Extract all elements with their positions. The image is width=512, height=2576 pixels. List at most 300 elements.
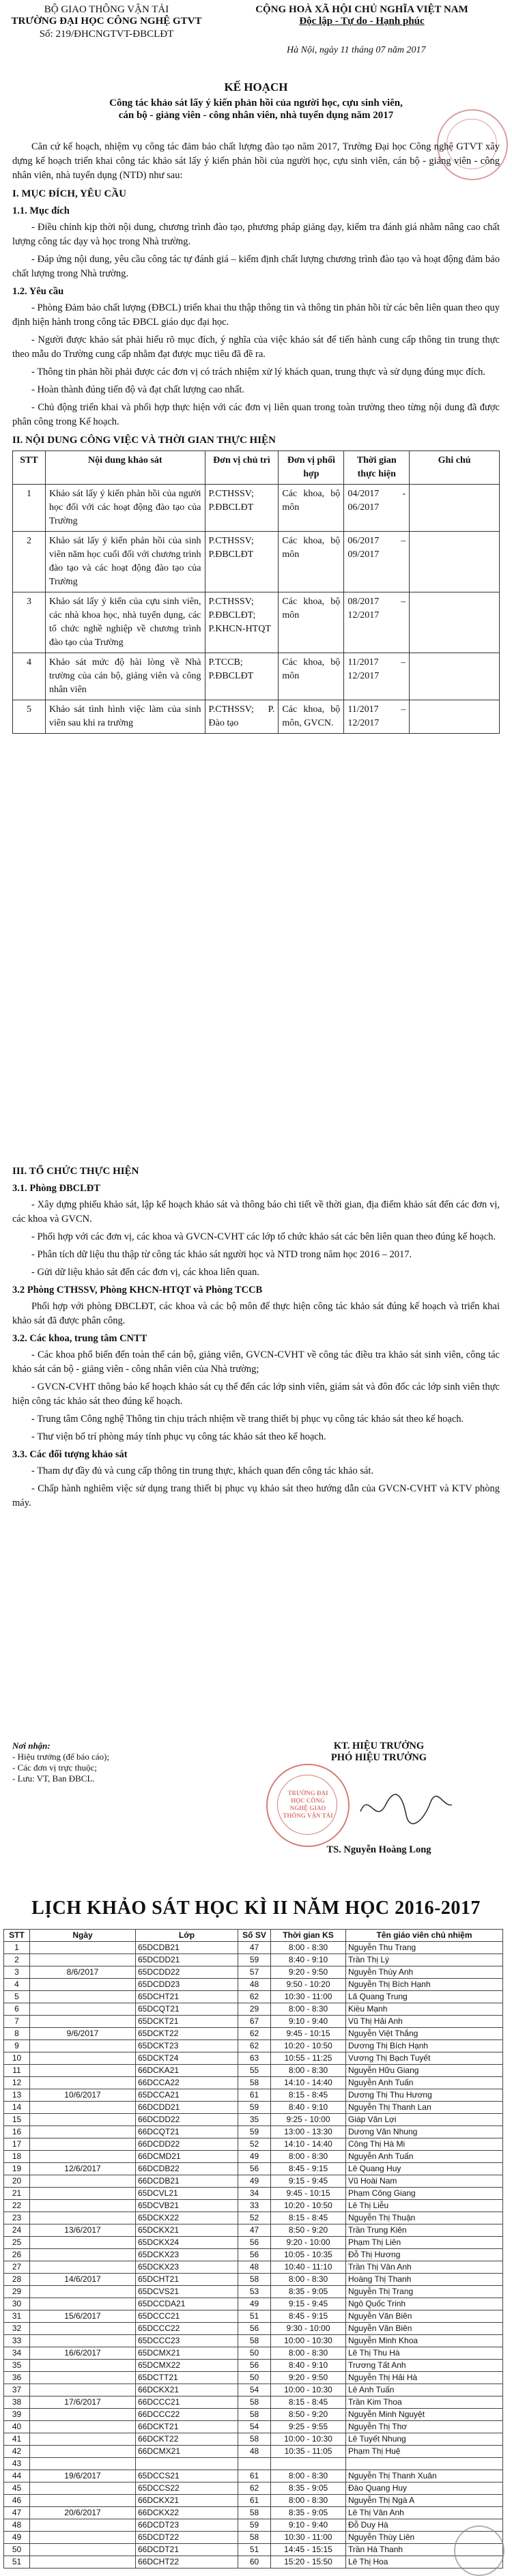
- schedule-row: [4, 2237, 503, 2249]
- s31-item-3: - Phân tích dữ liệu thu thập từ công tác khảo sát người học và NTD trong năm học 2016 – 2017.: [31, 1249, 412, 1260]
- schedule-cell-students: 58: [238, 2077, 271, 2089]
- col-coop-unit: Đơn vị phối hợp: [279, 451, 344, 485]
- schedule-row: [4, 2384, 503, 2396]
- schedule-cell-date: [30, 2556, 136, 2568]
- schedule-cell-stt: 6: [4, 2003, 30, 2016]
- schedule-cell-stt: 45: [4, 2482, 30, 2495]
- ministry-name: BỘ GIAO THÔNG VẬN TẢI: [44, 4, 169, 15]
- schedule-cell-time: 8:00 - 8:30: [271, 2274, 346, 2286]
- schedule-cell-class: 66DCDD22: [136, 2114, 238, 2126]
- schedule-cell-students: 59: [238, 2102, 271, 2114]
- plan-cell-lead: P.TCCB; P.ĐBCLĐT: [205, 653, 279, 700]
- schedule-row: [4, 2040, 503, 2052]
- schedule-cell-students: 54: [238, 2384, 271, 2396]
- requirement-item-1: - Phòng Đảm bảo chất lượng (ĐBCL) triển khai thu thập thông tin và thông tin phản hồi từ các bên liên quan theo quy định hiện hành trong công tác ĐBCL giáo dục đại học.: [12, 302, 500, 328]
- schedule-cell-date: 10/6/2017: [30, 2089, 136, 2102]
- sched-col-date: Ngày: [30, 1930, 136, 1942]
- schedule-cell-time: 10:55 - 11:25: [271, 2052, 346, 2065]
- schedule-cell-date: 15/6/2017: [30, 2310, 136, 2323]
- schedule-cell-date: [30, 2077, 136, 2089]
- schedule-cell-date: [30, 2495, 136, 2507]
- schedule-cell-time: 9:15 - 9:45: [271, 2175, 346, 2188]
- schedule-row: [4, 2421, 503, 2433]
- schedule-row: [4, 1942, 503, 1954]
- schedule-cell-date: [30, 2249, 136, 2261]
- date-line: Hà Nội, ngày 11 tháng 07 năm 2017: [287, 45, 426, 55]
- schedule-cell-time: 8:40 - 9:10: [271, 1954, 346, 1966]
- schedule-cell-teacher: Hoàng Thị Thanh: [346, 2274, 503, 2286]
- schedule-row: [4, 1966, 503, 1979]
- schedule-cell-teacher: Đỗ Thị Hương: [346, 2249, 503, 2261]
- schedule-cell-stt: 34: [4, 2347, 30, 2360]
- schedule-cell-time: 9:20 - 10:00: [271, 2237, 346, 2249]
- schedule-cell-stt: 43: [4, 2458, 30, 2470]
- schedule-cell-teacher: Nguyễn Văn Biên: [346, 2323, 503, 2335]
- schedule-cell-students: 49: [238, 2151, 271, 2163]
- schedule-cell-stt: 17: [4, 2138, 30, 2151]
- schedule-cell-class: 65DCHT21: [136, 2274, 238, 2286]
- schedule-cell-stt: 10: [4, 2052, 30, 2065]
- schedule-cell-date: 19/6/2017: [30, 2470, 136, 2482]
- schedule-cell-students: 53: [238, 2286, 271, 2298]
- schedule-cell-date: [30, 2151, 136, 2163]
- schedule-cell-time: 8:50 - 9:20: [271, 2224, 346, 2237]
- schedule-row: [4, 2114, 503, 2126]
- section-1-1-heading: 1.1. Mục đích: [12, 205, 70, 216]
- schedule-cell-teacher: Nguyễn Việt Thắng: [346, 2028, 503, 2040]
- schedule-cell-stt: 48: [4, 2519, 30, 2532]
- schedule-cell-teacher: [346, 2458, 503, 2470]
- schedule-cell-date: [30, 2065, 136, 2077]
- schedule-cell-time: 9:45 - 10:15: [271, 2188, 346, 2200]
- schedule-cell-teacher: Nguyễn Thị Hải Hà: [346, 2372, 503, 2384]
- schedule-cell-class: 66DCQT21: [136, 2126, 238, 2138]
- schedule-cell-time: 9:50 - 10:20: [271, 1979, 346, 1991]
- schedule-cell-stt: 25: [4, 2237, 30, 2249]
- signature-block: [253, 1741, 505, 1856]
- schedule-cell-students: 49: [238, 2298, 271, 2310]
- issuer-block: [4, 4, 209, 40]
- schedule-cell-students: 57: [238, 1966, 271, 1979]
- plan-table-row: [13, 485, 500, 532]
- col-lead-unit: Đơn vị chủ trì: [205, 451, 279, 485]
- schedule-row: [4, 2544, 503, 2556]
- schedule-cell-date: [30, 2040, 136, 2052]
- schedule-cell-time: 8:40 - 9:10: [271, 2360, 346, 2372]
- col-note: Ghi chú: [410, 451, 500, 485]
- schedule-cell-class: 66DCKX21: [136, 2495, 238, 2507]
- schedule-cell-class: 65DCKX23: [136, 2261, 238, 2274]
- schedule-cell-stt: 40: [4, 2421, 30, 2433]
- schedule-row: [4, 2126, 503, 2138]
- schedule-cell-stt: 41: [4, 2433, 30, 2446]
- schedule-cell-date: [30, 2286, 136, 2298]
- schedule-cell-class: 66DCDB21: [136, 2175, 238, 2188]
- schedule-cell-time: 8:35 - 9:05: [271, 2482, 346, 2495]
- schedule-cell-stt: 38: [4, 2396, 30, 2409]
- schedule-cell-date: 17/6/2017: [30, 2396, 136, 2409]
- schedule-row: [4, 2274, 503, 2286]
- schedule-table-header: [4, 1930, 503, 1942]
- schedule-cell-students: 59: [238, 2126, 271, 2138]
- schedule-cell-date: 20/6/2017: [30, 2507, 136, 2519]
- schedule-cell-date: [30, 2384, 136, 2396]
- schedule-cell-date: [30, 1991, 136, 2003]
- schedule-cell-students: 56: [238, 2323, 271, 2335]
- schedule-cell-teacher: Ngô Quốc Trinh: [346, 2298, 503, 2310]
- schedule-cell-class: 65DCCS22: [136, 2482, 238, 2495]
- schedule-cell-class: 65DCCC22: [136, 2323, 238, 2335]
- schedule-cell-date: [30, 2261, 136, 2274]
- schedule-cell-time: [271, 2458, 346, 2470]
- s33-item-3: - Trung tâm Công nghệ Thông tin chịu trách nhiệm về trang thiết bị phục vụ công tác khảo sát theo kế hoạch.: [31, 1414, 464, 1425]
- plan-cell-lead: P.CTHSSV; P.ĐBCLĐT: [205, 532, 279, 592]
- plan-cell-note: [410, 532, 500, 592]
- section-1-2-heading: 1.2. Yêu cầu: [12, 286, 64, 297]
- schedule-cell-students: 50: [238, 2347, 271, 2360]
- schedule-cell-date: [30, 2433, 136, 2446]
- sched-col-students: Số SV: [238, 1930, 271, 1942]
- section-3-2b-heading: 3.2. Các khoa, trung tâm CNTT: [12, 1333, 147, 1344]
- schedule-cell-students: 48: [238, 2261, 271, 2274]
- schedule-cell-date: [30, 1979, 136, 1991]
- schedule-cell-time: 14:10 - 14:40: [271, 2077, 346, 2089]
- schedule-cell-date: [30, 1942, 136, 1954]
- schedule-cell-students: 58: [238, 2409, 271, 2421]
- schedule-row: [4, 1979, 503, 1991]
- schedule-cell-stt: 32: [4, 2323, 30, 2335]
- schedule-cell-class: 65DCCA21: [136, 2089, 238, 2102]
- schedule-cell-class: 65DCKX23: [136, 2249, 238, 2261]
- plan-cell-content: Khảo sát lấy ý kiến phản hồi của người học đối với các hoạt động đào tạo của Trường: [45, 485, 205, 532]
- plan-cell-note: [410, 700, 500, 734]
- schedule-cell-class: 65DCKT22: [136, 2028, 238, 2040]
- schedule-row: [4, 2396, 503, 2409]
- schedule-cell-students: 47: [238, 2224, 271, 2237]
- schedule-cell-date: [30, 2544, 136, 2556]
- schedule-cell-stt: 18: [4, 2151, 30, 2163]
- schedule-cell-stt: 21: [4, 2188, 30, 2200]
- schedule-cell-teacher: Giáp Văn Lợi: [346, 2114, 503, 2126]
- schedule-cell-time: 8:45 - 9:15: [271, 2163, 346, 2175]
- s34-item-1: - Tham dự đầy đủ và cung cấp thông tin trung thực, khách quan đến công tác khảo sát.: [31, 1465, 374, 1476]
- plan-cell-content: Khảo sát lấy ý kiến của cựu sinh viên, các nhà khoa học, nhà tuyển dụng, các tổ chức nghề nghiệp về chương trình đào tạo của Trường: [45, 592, 205, 653]
- schedule-cell-teacher: Nguyễn Thùy Liên: [346, 2532, 503, 2544]
- plan-title: [27, 81, 485, 121]
- schedule-cell-time: 8:40 - 9:10: [271, 2102, 346, 2114]
- schedule-cell-teacher: Nguyễn Minh Khoa: [346, 2335, 503, 2347]
- schedule-cell-teacher: Trần Thị Vân Anh: [346, 2261, 503, 2274]
- schedule-row: [4, 2151, 503, 2163]
- schedule-cell-stt: 23: [4, 2212, 30, 2224]
- plan-cell-note: [410, 485, 500, 532]
- schedule-cell-class: 66DCMX21: [136, 2446, 238, 2458]
- schedule-cell-time: 10:40 - 11:10: [271, 2261, 346, 2274]
- schedule-cell-date: 16/6/2017: [30, 2347, 136, 2360]
- schedule-cell-students: 62: [238, 1991, 271, 2003]
- schedule-cell-class: 66DCKA21: [136, 2065, 238, 2077]
- body-section-1: [12, 140, 500, 734]
- schedule-cell-teacher: Nguyễn Anh Tuấn: [346, 2151, 503, 2163]
- schedule-row: [4, 2212, 503, 2224]
- schedule-cell-class: 65DCMX21: [136, 2347, 238, 2360]
- plan-cell-stt: 2: [13, 532, 46, 592]
- schedule-cell-teacher: Trần Kim Thoa: [346, 2396, 503, 2409]
- schedule-cell-students: 59: [238, 1954, 271, 1966]
- signer-name: TS. Nguyễn Hoàng Long: [326, 1844, 431, 1855]
- schedule-cell-time: 9:25 - 10:00: [271, 2114, 346, 2126]
- schedule-row: [4, 2310, 503, 2323]
- schedule-cell-stt: 1: [4, 1942, 30, 1954]
- schedule-cell-students: 52: [238, 2138, 271, 2151]
- schedule-cell-stt: 24: [4, 2224, 30, 2237]
- schedule-row: [4, 2077, 503, 2089]
- schedule-cell-students: 55: [238, 2065, 271, 2077]
- schedule-row: [4, 2188, 503, 2200]
- schedule-cell-teacher: Nguyễn Hữu Giang: [346, 2065, 503, 2077]
- plan-cell-coop: Các khoa, bộ môn: [279, 532, 344, 592]
- schedule-cell-date: [30, 2482, 136, 2495]
- schedule-cell-date: [30, 2138, 136, 2151]
- sched-col-teacher: Tên giáo viên chủ nhiệm: [346, 1930, 503, 1942]
- schedule-row: [4, 2556, 503, 2568]
- schedule-table-wrap: [3, 1929, 503, 2568]
- schedule-cell-time: 8:35 - 9:05: [271, 2286, 346, 2298]
- plan-cell-stt: 1: [13, 485, 46, 532]
- purpose-item-1: - Điều chỉnh kịp thời nội dung, chương trình đào tạo, phương pháp giảng dạy, kiểm tra đánh giá nhằm nâng cao chất lượng công tác dạy và học trong Nhà trường.: [12, 222, 500, 247]
- schedule-cell-date: 13/6/2017: [30, 2224, 136, 2237]
- schedule-row: [4, 2335, 503, 2347]
- recipient-item: - Lưu: VT, Ban ĐBCL.: [12, 1773, 95, 1784]
- schedule-cell-time: 8:00 - 8:30: [271, 2151, 346, 2163]
- page-stamp: [454, 2525, 504, 2576]
- schedule-cell-time: 9:20 - 9:50: [271, 1966, 346, 1979]
- schedule-cell-date: [30, 2175, 136, 2188]
- plan-cell-lead: P.CTHSSV; P.ĐBCLĐT: [205, 485, 279, 532]
- schedule-cell-teacher: Lê Thị Thu Hà: [346, 2347, 503, 2360]
- plan-table-row: [13, 700, 500, 734]
- schedule-cell-date: [30, 2212, 136, 2224]
- schedule-cell-stt: 35: [4, 2360, 30, 2372]
- schedule-cell-time: 8:45 - 9:15: [271, 2310, 346, 2323]
- plan-cell-lead: P.CTHSSV; P. Đào tạo: [205, 700, 279, 734]
- schedule-cell-students: 33: [238, 2200, 271, 2212]
- schedule-cell-class: 65DCMX22: [136, 2360, 238, 2372]
- schedule-row: [4, 2016, 503, 2028]
- schedule-cell-time: 9:30 - 10:00: [271, 2323, 346, 2335]
- schedule-cell-time: 10:00 - 10:30: [271, 2335, 346, 2347]
- schedule-cell-stt: 26: [4, 2249, 30, 2261]
- recipients-block: [12, 1741, 109, 1784]
- sched-col-stt: STT: [4, 1930, 30, 1942]
- schedule-cell-teacher: Vũ Thị Hải Anh: [346, 2016, 503, 2028]
- schedule-cell-class: 66DCCA22: [136, 2077, 238, 2089]
- schedule-cell-teacher: Phạm Công Giang: [346, 2188, 503, 2200]
- schedule-row: [4, 2495, 503, 2507]
- schedule-cell-stt: 20: [4, 2175, 30, 2188]
- schedule-cell-students: 62: [238, 2028, 271, 2040]
- schedule-table: [3, 1929, 503, 2568]
- schedule-cell-time: 10:05 - 10:35: [271, 2249, 346, 2261]
- schedule-cell-students: 61: [238, 2470, 271, 2482]
- schedule-cell-time: 10:35 - 11:05: [271, 2446, 346, 2458]
- schedule-cell-class: 65DCKX21: [136, 2224, 238, 2237]
- seal-text: TRƯỜNG ĐẠI HỌC CÔNG NGHỆ GIAO THÔNG VẬN TẢI: [283, 1790, 333, 1819]
- schedule-cell-teacher: Lã Quang Trung: [346, 1991, 503, 2003]
- schedule-cell-date: [30, 2519, 136, 2532]
- plan-cell-coop: Các khoa, bộ môn: [279, 653, 344, 700]
- section-3-1-heading: 3.1. Phòng ĐBCLĐT: [12, 1183, 100, 1194]
- schedule-cell-date: [30, 2532, 136, 2544]
- schedule-cell-date: 9/6/2017: [30, 2028, 136, 2040]
- schedule-cell-teacher: Nguyễn Thị Thanh Xuân: [346, 2470, 503, 2482]
- recipient-item: - Các đơn vị trực thuộc;: [12, 1762, 98, 1773]
- schedule-cell-teacher: Phạm Thị Huệ: [346, 2446, 503, 2458]
- schedule-cell-time: 13:00 - 13:30: [271, 2126, 346, 2138]
- schedule-cell-time: 14:45 - 15:15: [271, 2544, 346, 2556]
- schedule-row: [4, 2482, 503, 2495]
- schedule-cell-class: 66DCDD22: [136, 2138, 238, 2151]
- schedule-cell-teacher: Nguyễn Văn Biên: [346, 2310, 503, 2323]
- schedule-cell-teacher: Kiều Mạnh: [346, 2003, 503, 2016]
- schedule-row: [4, 2298, 503, 2310]
- schedule-cell-stt: 9: [4, 2040, 30, 2052]
- schedule-cell-students: 58: [238, 2433, 271, 2446]
- schedule-cell-teacher: Vũ Hoài Nam: [346, 2175, 503, 2188]
- schedule-cell-class: 66DCKT21: [136, 2421, 238, 2433]
- schedule-cell-stt: 51: [4, 2556, 30, 2568]
- schedule-cell-students: 35: [238, 2114, 271, 2126]
- schedule-row: [4, 2200, 503, 2212]
- schedule-cell-time: 8:00 - 8:30: [271, 2470, 346, 2482]
- schedule-cell-date: [30, 2372, 136, 2384]
- schedule-cell-students: 62: [238, 2040, 271, 2052]
- plan-cell-content: Khảo sát lấy ý kiến phản hồi của sinh viên năm học cuối đối với chương trình đào tạo và các hoạt động đào tạo của Trường: [45, 532, 205, 592]
- schedule-cell-stt: 47: [4, 2507, 30, 2519]
- title-line-2: cán bộ - giảng viên - công nhân viên, nhà tuyển dụng năm 2017: [118, 110, 394, 121]
- schedule-cell-time: 8:00 - 8:30: [271, 1942, 346, 1954]
- section-2-heading: II. NỘI DUNG CÔNG VIỆC VÀ THỜI GIAN THỰC HIỆN: [12, 435, 276, 446]
- schedule-cell-teacher: Dương Thị Bích Hạnh: [346, 2040, 503, 2052]
- schedule-cell-students: 58: [238, 2396, 271, 2409]
- schedule-row: [4, 2323, 503, 2335]
- schedule-cell-students: 29: [238, 2003, 271, 2016]
- schedule-cell-class: 65DCKX22: [136, 2212, 238, 2224]
- signature-space: [253, 1764, 505, 1844]
- schedule-cell-stt: 13: [4, 2089, 30, 2102]
- schedule-cell-stt: 19: [4, 2163, 30, 2175]
- schedule-row: [4, 2249, 503, 2261]
- schedule-cell-stt: 28: [4, 2274, 30, 2286]
- schedule-cell-students: 50: [238, 2372, 271, 2384]
- recipient-item: - Hiệu trưởng (để báo cáo);: [12, 1751, 110, 1762]
- schedule-row: [4, 2519, 503, 2532]
- purpose-item-2: - Đáp ứng nội dung, yêu cầu công tác tự đánh giá – kiểm định chất lượng chương trình đào tạo và hoạt động đảm bảo chất lượng trong Nhà trường.: [12, 254, 500, 279]
- schedule-cell-time: 15:20 - 15:50: [271, 2556, 346, 2568]
- schedule-cell-class: 66DCHT22: [136, 2556, 238, 2568]
- schedule-cell-class: 65DCVL21: [136, 2188, 238, 2200]
- schedule-cell-date: [30, 2052, 136, 2065]
- schedule-cell-teacher: Phạm Thị Liên: [346, 2237, 503, 2249]
- schedule-cell-class: 66DCMD21: [136, 2151, 238, 2163]
- requirement-item-4: - Hoàn thành đúng tiến độ và đạt chất lượng cao nhất.: [31, 384, 244, 395]
- schedule-cell-date: [30, 2126, 136, 2138]
- schedule-cell-stt: 2: [4, 1954, 30, 1966]
- s33-item-4: - Thư viện bố trí phòng máy tính phục vụ công tác khảo sát theo kế hoạch.: [31, 1431, 326, 1442]
- s31-item-2: - Phối hợp với các đơn vị, các khoa và GVCN-CVHT các lớp tổ chức khảo sát các bên liên quan theo đúng kế hoạch.: [31, 1231, 496, 1242]
- schedule-cell-stt: 16: [4, 2126, 30, 2138]
- schedule-cell-time: 10:00 - 10:30: [271, 2384, 346, 2396]
- schedule-cell-teacher: Đào Quang Huy: [346, 2482, 503, 2495]
- schedule-cell-date: [30, 2409, 136, 2421]
- schedule-cell-date: [30, 2446, 136, 2458]
- schedule-row: [4, 2532, 503, 2544]
- schedule-cell-teacher: Nguyễn Thị Bích Hạnh: [346, 1979, 503, 1991]
- schedule-cell-class: 65DCKT24: [136, 2052, 238, 2065]
- schedule-cell-date: 8/6/2017: [30, 1966, 136, 1979]
- plan-cell-coop: Các khoa, bộ môn, GVCN.: [279, 700, 344, 734]
- schedule-cell-stt: 37: [4, 2384, 30, 2396]
- schedule-cell-time: 8:00 - 8:30: [271, 2495, 346, 2507]
- schedule-cell-time: 9:15 - 9:45: [271, 2298, 346, 2310]
- schedule-cell-students: 61: [238, 2089, 271, 2102]
- schedule-cell-time: 10:30 - 11:00: [271, 1991, 346, 2003]
- schedule-cell-time: 8:50 - 9:20: [271, 2409, 346, 2421]
- schedule-cell-class: 66DCDB22: [136, 2163, 238, 2175]
- schedule-cell-teacher: Lê Thị Liễu: [346, 2200, 503, 2212]
- schedule-row: [4, 2028, 503, 2040]
- title-main: KẾ HOẠCH: [224, 81, 288, 94]
- republic-name: CỘNG HOÀ XÃ HỘI CHỦ NGHĨA VIỆT NAM: [255, 4, 468, 15]
- plan-table-row: [13, 653, 500, 700]
- schedule-cell-date: [30, 2421, 136, 2433]
- schedule-cell-stt: 42: [4, 2446, 30, 2458]
- plan-cell-content: Khảo sát mức độ hài lòng về Nhà trường của cán bộ, giảng viên và công nhân viên: [45, 653, 205, 700]
- schedule-cell-class: 66DCDD21: [136, 2102, 238, 2114]
- schedule-cell-time: 8:00 - 8:30: [271, 2065, 346, 2077]
- plan-cell-lead: P.CTHSSV; P.ĐBCLĐT; P.KHCN-HTQT: [205, 592, 279, 653]
- schedule-row: [4, 2409, 503, 2421]
- schedule-cell-students: 56: [238, 2163, 271, 2175]
- schedule-row: [4, 2470, 503, 2482]
- schedule-cell-stt: 5: [4, 1991, 30, 2003]
- schedule-cell-time: 9:10 - 9:40: [271, 2016, 346, 2028]
- plan-cell-stt: 4: [13, 653, 46, 700]
- schedule-cell-teacher: Lê Anh Tuấn: [346, 2384, 503, 2396]
- schedule-cell-stt: 29: [4, 2286, 30, 2298]
- schedule-cell-date: 12/6/2017: [30, 2163, 136, 2175]
- s31-item-1: - Xây dựng phiếu khảo sát, lập kế hoạch khảo sát và thông báo chi tiết về thời gian, địa điểm khảo sát đến các đơn vị, các khoa và GVCN.: [12, 1199, 500, 1225]
- plan-cell-time: 04/2017 - 06/2017: [344, 485, 410, 532]
- plan-cell-time: 08/2017 – 12/2017: [344, 592, 410, 653]
- schedule-cell-stt: 4: [4, 1979, 30, 1991]
- handwritten-signature: [355, 1784, 457, 1832]
- plan-cell-coop: Các khoa, bộ môn: [279, 485, 344, 532]
- schedule-cell-students: 51: [238, 2310, 271, 2323]
- schedule-cell-date: [30, 2016, 136, 2028]
- doc-number: Số: 219/ĐHCNGTVT-ĐBCLĐT: [39, 29, 174, 40]
- schedule-cell-date: [30, 2188, 136, 2200]
- schedule-cell-teacher: Nguyễn Thu Trang: [346, 1942, 503, 1954]
- schedule-row: [4, 2065, 503, 2077]
- schedule-row: [4, 2507, 503, 2519]
- schedule-cell-class: 65DCDD21: [136, 1954, 238, 1966]
- plan-cell-note: [410, 653, 500, 700]
- schedule-cell-date: [30, 2237, 136, 2249]
- schedule-cell-class: 65DCDD22: [136, 1966, 238, 1979]
- schedule-cell-time: 8:00 - 8:30: [271, 2003, 346, 2016]
- schedule-cell-teacher: Vương Thị Bạch Tuyết: [346, 2052, 503, 2065]
